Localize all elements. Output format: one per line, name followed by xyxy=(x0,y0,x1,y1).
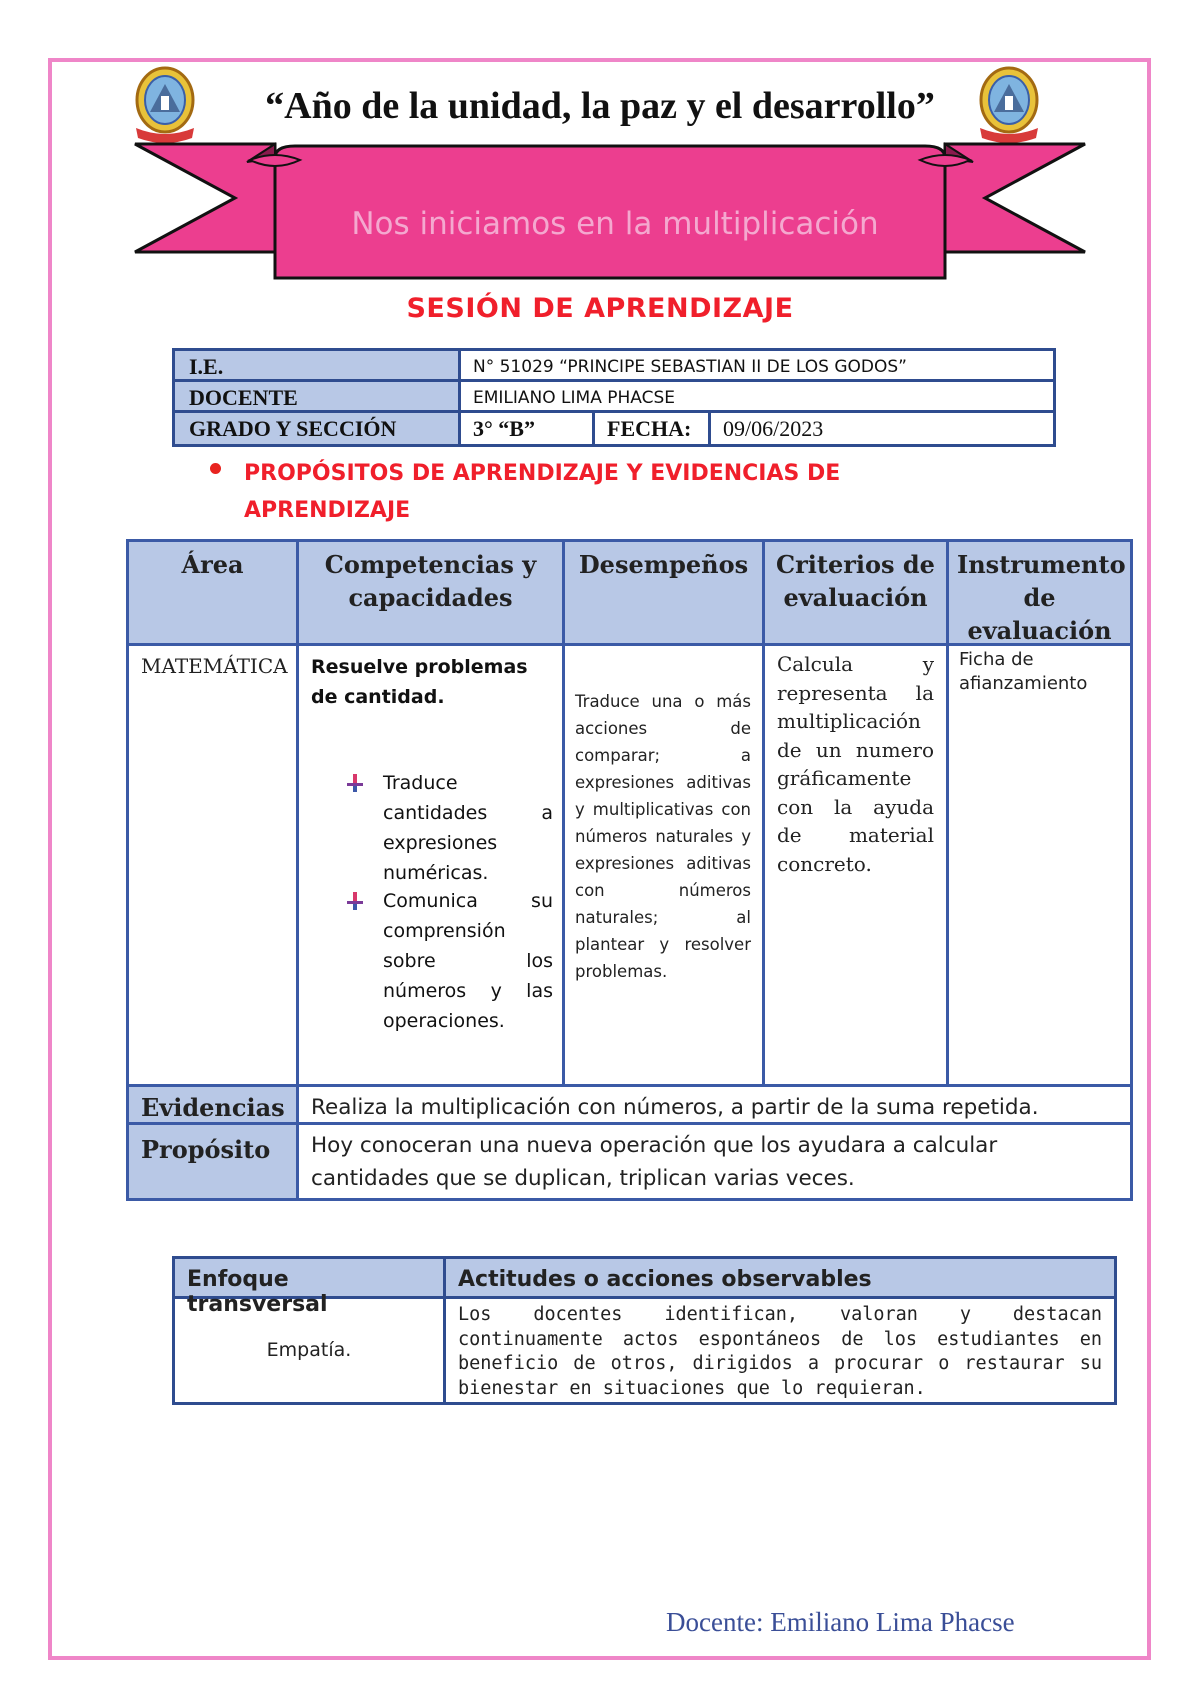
fecha-label: FECHA: xyxy=(595,413,711,444)
cell-desempenos xyxy=(565,646,765,1087)
area-value: MATEMÁTICA xyxy=(141,654,288,678)
info-row-grado xyxy=(175,413,1053,444)
year-title: “Año de la unidad, la paz y el desarrollo” xyxy=(265,85,935,127)
competencia-title: Resuelve problemas de cantidad. xyxy=(311,656,528,708)
instrumento-text: Ficha de afianzamiento xyxy=(959,649,1088,694)
header-criterios: Criterios de evaluación xyxy=(765,542,949,646)
cell-competencias xyxy=(299,646,565,1087)
header-area: Área xyxy=(129,542,299,646)
info-row-docente xyxy=(175,382,1053,413)
desempeno-text: Traduce una o más acciones de comparar; a expresiones aditivas y multiplicativas con números naturales y expresiones aditivas con números naturales; al plantear y resolver problemas. xyxy=(575,692,751,981)
proposito-label: Propósito xyxy=(129,1125,299,1198)
enfoque-value: Empatía. xyxy=(266,1339,352,1361)
purposes-heading-line1: PROPÓSITOS DE APRENDIZAJE Y EVIDENCIAS DE xyxy=(244,461,841,486)
purposes-heading xyxy=(244,455,944,529)
criterio-text: Calcula y representa la multiplicación de un numero gráficamente con la ayuda de material concreto. xyxy=(777,652,934,876)
cell-area xyxy=(129,646,299,1087)
teacher-signature: Docente: Emiliano Lima Phacse xyxy=(666,1607,1015,1637)
purposes-heading-line2: APRENDIZAJE xyxy=(244,498,411,523)
proposito-row xyxy=(129,1125,1130,1198)
header-instrumento: Instrumento de evaluación xyxy=(949,542,1130,646)
header-competencias: Competencias y capacidades xyxy=(299,542,565,646)
arrow-bullet-icon xyxy=(347,892,363,910)
docente-value: EMILIANO LIMA PHACSE xyxy=(473,388,675,408)
cell-instrumento xyxy=(949,646,1130,1087)
session-title: SESIÓN DE APRENDIZAJE xyxy=(406,293,794,324)
info-row-ie xyxy=(175,351,1053,382)
grado-value: 3° “B” xyxy=(461,413,595,444)
evidencias-label: Evidencias xyxy=(129,1087,299,1122)
bullet-icon xyxy=(210,463,221,474)
header-desempenos: Desempeños xyxy=(565,542,765,646)
capacidad-item: Comunica su comprensión sobre los números y las operaciones. xyxy=(383,890,553,1032)
ie-value: N° 51029 “PRINCIPE SEBASTIAN II DE LOS GODOS” xyxy=(473,357,907,377)
docente-label: DOCENTE xyxy=(175,382,461,410)
learning-table xyxy=(126,539,1133,1201)
enfoque-table xyxy=(172,1256,1117,1405)
info-table xyxy=(172,348,1056,447)
ie-label: I.E. xyxy=(175,351,461,379)
capacidad-item: Traduce cantidades a expresiones numéricas. xyxy=(383,772,553,884)
proposito-value: Hoy conoceran una nueva operación que los ayudara a calcular cantidades que se duplican, triplican varias veces. xyxy=(311,1133,998,1191)
banner-title: Nos iniciamos en la multiplicación xyxy=(351,206,879,242)
arrow-bullet-icon xyxy=(347,774,363,792)
cell-criterios xyxy=(765,646,949,1087)
header-enfoque: Enfoque transversal xyxy=(175,1259,443,1299)
actitudes-value: Los docentes identifican, valoran y destacan continuamente actos espontáneos de los estudiantes en beneficio de otros, dirigidos a procurar o restaurar su bienestar en situaciones que lo requieran. xyxy=(458,1304,1102,1399)
fecha-value: 09/06/2023 xyxy=(723,416,824,441)
evidencias-value: Realiza la multiplicación con números, a partir de la suma repetida. xyxy=(311,1095,1039,1120)
grado-label: GRADO Y SECCIÓN xyxy=(175,413,461,444)
evidencias-row xyxy=(129,1087,1130,1125)
header-actitudes: Actitudes o acciones observables xyxy=(446,1259,1114,1299)
